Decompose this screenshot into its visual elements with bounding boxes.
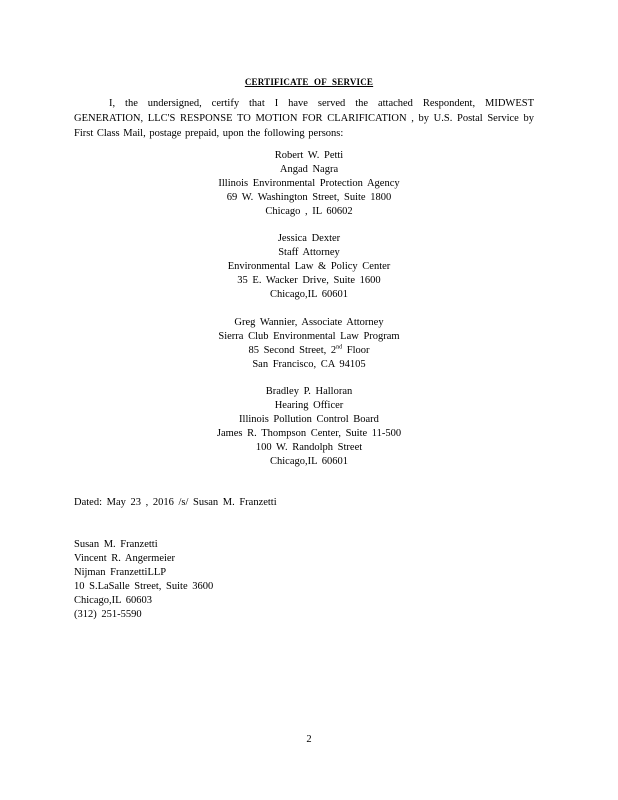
recipient-line: 69 W. Washington Street, Suite 1800 [226, 192, 392, 203]
recipient-line: Environmental Law & Policy Center [227, 261, 391, 272]
recipient-line: Chicago,IL 60601 [269, 456, 348, 467]
recipient-line: Chicago , IL 60602 [265, 206, 353, 217]
recipient-line: 35 E. Wacker Drive, Suite 1600 [237, 275, 381, 286]
recipient-block-dexter [0, 232, 618, 302]
signature-block [74, 538, 213, 622]
recipient-line: Staff Attorney [278, 247, 340, 258]
recipient-line: Sierra Club Environmental Law Program [218, 331, 400, 342]
certification-paragraph: I, the undersigned, certify that I have served the attached Respondent, MIDWEST GENERATION, LLC'S RESPONSE TO MOTION FOR CLARIFICATION , by U.S. Postal Service by First Class Mail, postage prepaid, upon the following persons: [74, 98, 534, 139]
signature-line: Chicago,IL 60603 [74, 595, 153, 606]
signature-line: Nijman FranzettiLLP [74, 567, 167, 578]
certificate-title [0, 75, 618, 89]
recipient-block-wannier [0, 316, 618, 372]
signature-line: Vincent R. Angermeier [74, 553, 176, 564]
certificate-title-text: CERTIFICATE OF SERVICE [244, 77, 374, 87]
signature-line: Susan M. Franzetti [74, 539, 158, 550]
floor-label: Floor [342, 345, 370, 356]
recipient-line: 100 W. Randolph Street [255, 442, 363, 453]
signature-line: (312) 251-5590 [74, 609, 142, 620]
recipient-line: James R. Thompson Center, Suite 11-500 [216, 428, 402, 439]
page-number: 2 [306, 734, 312, 745]
recipient-line: Bradley P. Halloran [265, 386, 353, 397]
street-address: 85 Second Street, 2 [248, 345, 337, 356]
recipient-line: Greg Wannier, Associate Attorney [234, 317, 384, 328]
recipient-block-halloran [0, 385, 618, 469]
dated-signature-line: Dated: May 23 , 2016 /s/ Susan M. Franzetti [74, 497, 277, 508]
recipient-line: Jessica Dexter [277, 233, 341, 244]
recipient-line: Angad Nagra [279, 164, 339, 175]
recipient-line: Robert W. Petti [274, 150, 344, 161]
recipient-line [0, 344, 618, 358]
recipient-line: Illinois Environmental Protection Agency [218, 178, 400, 189]
recipient-line: Illinois Pollution Control Board [239, 414, 379, 425]
recipient-line: Hearing Officer [274, 400, 344, 411]
recipient-line: San Francisco, CA 94105 [252, 359, 366, 370]
recipient-line: Chicago,IL 60601 [269, 289, 348, 300]
ordinal-suffix: nd [336, 344, 343, 351]
recipient-block-petti [0, 149, 618, 219]
signature-line: 10 S.LaSalle Street, Suite 3600 [74, 581, 214, 592]
